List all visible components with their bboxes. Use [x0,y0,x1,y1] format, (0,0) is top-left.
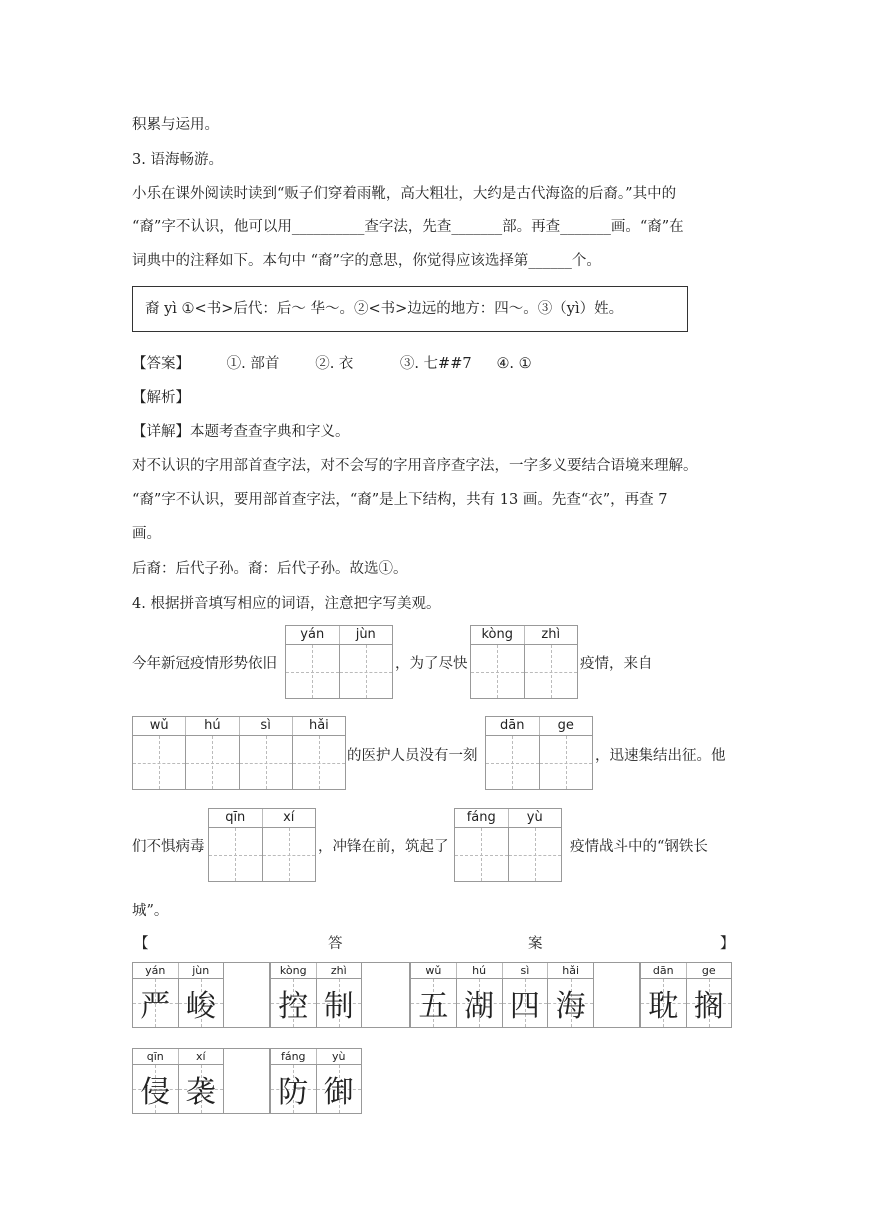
answer-char-an: 案 [528,936,543,952]
char-box[interactable] [240,736,293,789]
char-box [548,979,593,1027]
char-box [687,979,732,1027]
pinyin-text: dān [641,963,687,978]
pinyin-text: hǎi [308,718,329,733]
answer-char: 四 [509,989,540,1024]
answer-bracket-close: 】 [720,936,735,952]
q3-para-2: “裔”字不认识，他可以用__________查字法，先查_______部。再查_______画。“裔”在 [132,219,684,235]
answer-char: 严 [140,989,171,1024]
pinyin-text: hú [186,717,239,735]
q4-line1-b: ，为了尽快 [395,656,468,672]
char-box[interactable] [133,736,186,789]
char-box[interactable] [509,828,562,881]
pinyin-text: qīn [133,1049,179,1064]
section-title: 积累与运用。 [132,117,219,133]
q4-line1-a: 今年新冠疫情形势依旧 [132,656,277,672]
answer-grid-qinxi [132,1048,224,1114]
char-box[interactable] [486,736,540,789]
pinyin-text: fáng [271,1049,317,1064]
q3-answer-row [132,352,532,373]
char-box[interactable] [525,645,578,698]
pinyin-text: xí [283,810,295,825]
explain-4: 后裔：后代子孙。裔：后代子孙。故选①。 [132,561,408,577]
explain-3: 画。 [132,526,161,542]
char-box[interactable] [186,736,239,789]
char-box [133,1065,179,1113]
q4-line2-a: 的医护人员没有一刻 [347,748,478,764]
pinyin-grid-yanjun[interactable] [285,625,393,699]
answer-char: 五 [418,989,449,1024]
q3-heading: 3. 语海畅游。 [132,152,223,168]
answer-spacer [594,962,640,1028]
pinyin-text: kòng [471,626,525,644]
q3-para-1: 小乐在课外阅读时读到“贩子们穿着雨靴，高大粗壮，大约是古代海盗的后裔。”其中的 [132,186,677,202]
q4-line3-a: 们不惧病毒 [132,839,205,855]
definition-box [132,286,688,332]
pinyin-text: sì [240,717,293,735]
char-box[interactable] [540,736,593,789]
q4-heading: 4. 根据拼音填写相应的词语，注意把字写美观。 [132,596,441,612]
pinyin-grid-kongzhi[interactable] [470,625,578,699]
answer-char: 搁 [693,989,724,1024]
q4-line4: 城”。 [132,903,169,919]
pinyin-text: ge [701,964,716,977]
answer-3: ③. 七##7 [399,356,472,372]
char-box [179,979,224,1027]
char-box[interactable] [263,828,316,881]
answer-bracket-open: 【 [134,936,149,952]
char-box[interactable] [340,645,393,698]
pinyin-grid-dange[interactable] [485,716,593,790]
pinyin-text: xí [195,1050,206,1063]
answer-grid-dange [640,962,732,1028]
pinyin-grid-fangyu[interactable] [454,808,562,882]
char-box[interactable] [455,828,509,881]
answer-label: 【答案】 [132,356,190,372]
pinyin-text: wǔ [411,963,457,978]
answer-char: 耽 [648,989,679,1024]
answer-grid-yanjun [132,962,224,1028]
pinyin-text: yán [286,626,340,644]
q4-line2-b: ，迅速集结出征。他 [595,748,726,764]
char-box[interactable] [293,736,345,789]
answer-char: 袭 [185,1075,216,1110]
pinyin-text: sì [503,963,549,978]
answer-2: ②. 衣 [315,356,354,372]
char-box [317,1065,362,1113]
char-box[interactable] [471,645,525,698]
q4-line1-c: 疫情，来自 [580,656,653,672]
char-box [503,979,549,1027]
q4-line3-c: 疫情战斗中的“钢铁长 [570,839,708,855]
pinyin-text: yù [332,1050,346,1063]
answer-char: 御 [323,1075,354,1110]
answer-char: 峻 [185,989,216,1024]
answer-char: 防 [278,1075,309,1110]
char-box[interactable] [286,645,340,698]
char-box [179,1065,224,1113]
explain-1: 对不认识的字用部首查字法，对不会写的字用音序查字法，一字多义要结合语境来理解。 [132,458,698,474]
answer-char: 海 [555,989,586,1024]
pinyin-text: yán [133,963,179,978]
answer-4: ④. ① [496,356,532,372]
pinyin-text: jùn [355,627,376,642]
q3-para-3: 词典中的注释如下。本句中 “裔”字的意思，你觉得应该选择第______个。 [132,253,601,269]
answer-grid-kongzhi [270,962,362,1028]
detail-line: 【详解】本题考查查字典和字义。 [132,424,350,440]
definition-text: 裔 yì ①<书>后代：后～ 华～。②<书>边远的地方：四～。③（yì）姓。 [145,301,624,317]
pinyin-text: hǎi [562,964,580,977]
pinyin-text: zhì [541,627,561,642]
char-box [641,979,687,1027]
pinyin-text: fáng [455,809,509,827]
pinyin-grid-wuhusihai[interactable] [132,716,346,790]
answer-char: 侵 [140,1075,171,1110]
answer-spacer [362,962,410,1028]
pinyin-text: zhì [330,964,347,977]
char-box [271,1065,317,1113]
pinyin-text: hú [457,963,503,978]
answer-char: 制 [323,989,354,1024]
answer-1: ①. 部首 [226,356,280,372]
char-box[interactable] [209,828,263,881]
char-box [317,979,362,1027]
pinyin-text: wǔ [133,717,186,735]
char-box [457,979,503,1027]
char-box [133,979,179,1027]
answer-char: 控 [278,989,309,1024]
pinyin-text: ge [557,718,574,733]
answer-grid-fangyu [270,1048,362,1114]
pinyin-text: qīn [209,809,263,827]
explain-2: “裔”字不认识，要用部首查字法，“裔”是上下结构，共有 13 画。先查“衣”，再查 7 [132,492,668,508]
analysis-label: 【解析】 [132,390,190,406]
answer-grid-wuhusihai [410,962,594,1028]
pinyin-text: dān [486,717,540,735]
answer-spacer [224,1048,270,1114]
answer-spacer [224,962,270,1028]
q4-line3-b: ，冲锋在前，筑起了 [318,839,449,855]
char-box [411,979,457,1027]
pinyin-text: kòng [271,963,317,978]
answer-char-da: 答 [328,936,343,952]
answer-char: 湖 [464,989,495,1024]
char-box [271,979,317,1027]
pinyin-text: yù [526,810,543,825]
pinyin-grid-qinxi[interactable] [208,808,316,882]
pinyin-text: jùn [192,964,210,977]
